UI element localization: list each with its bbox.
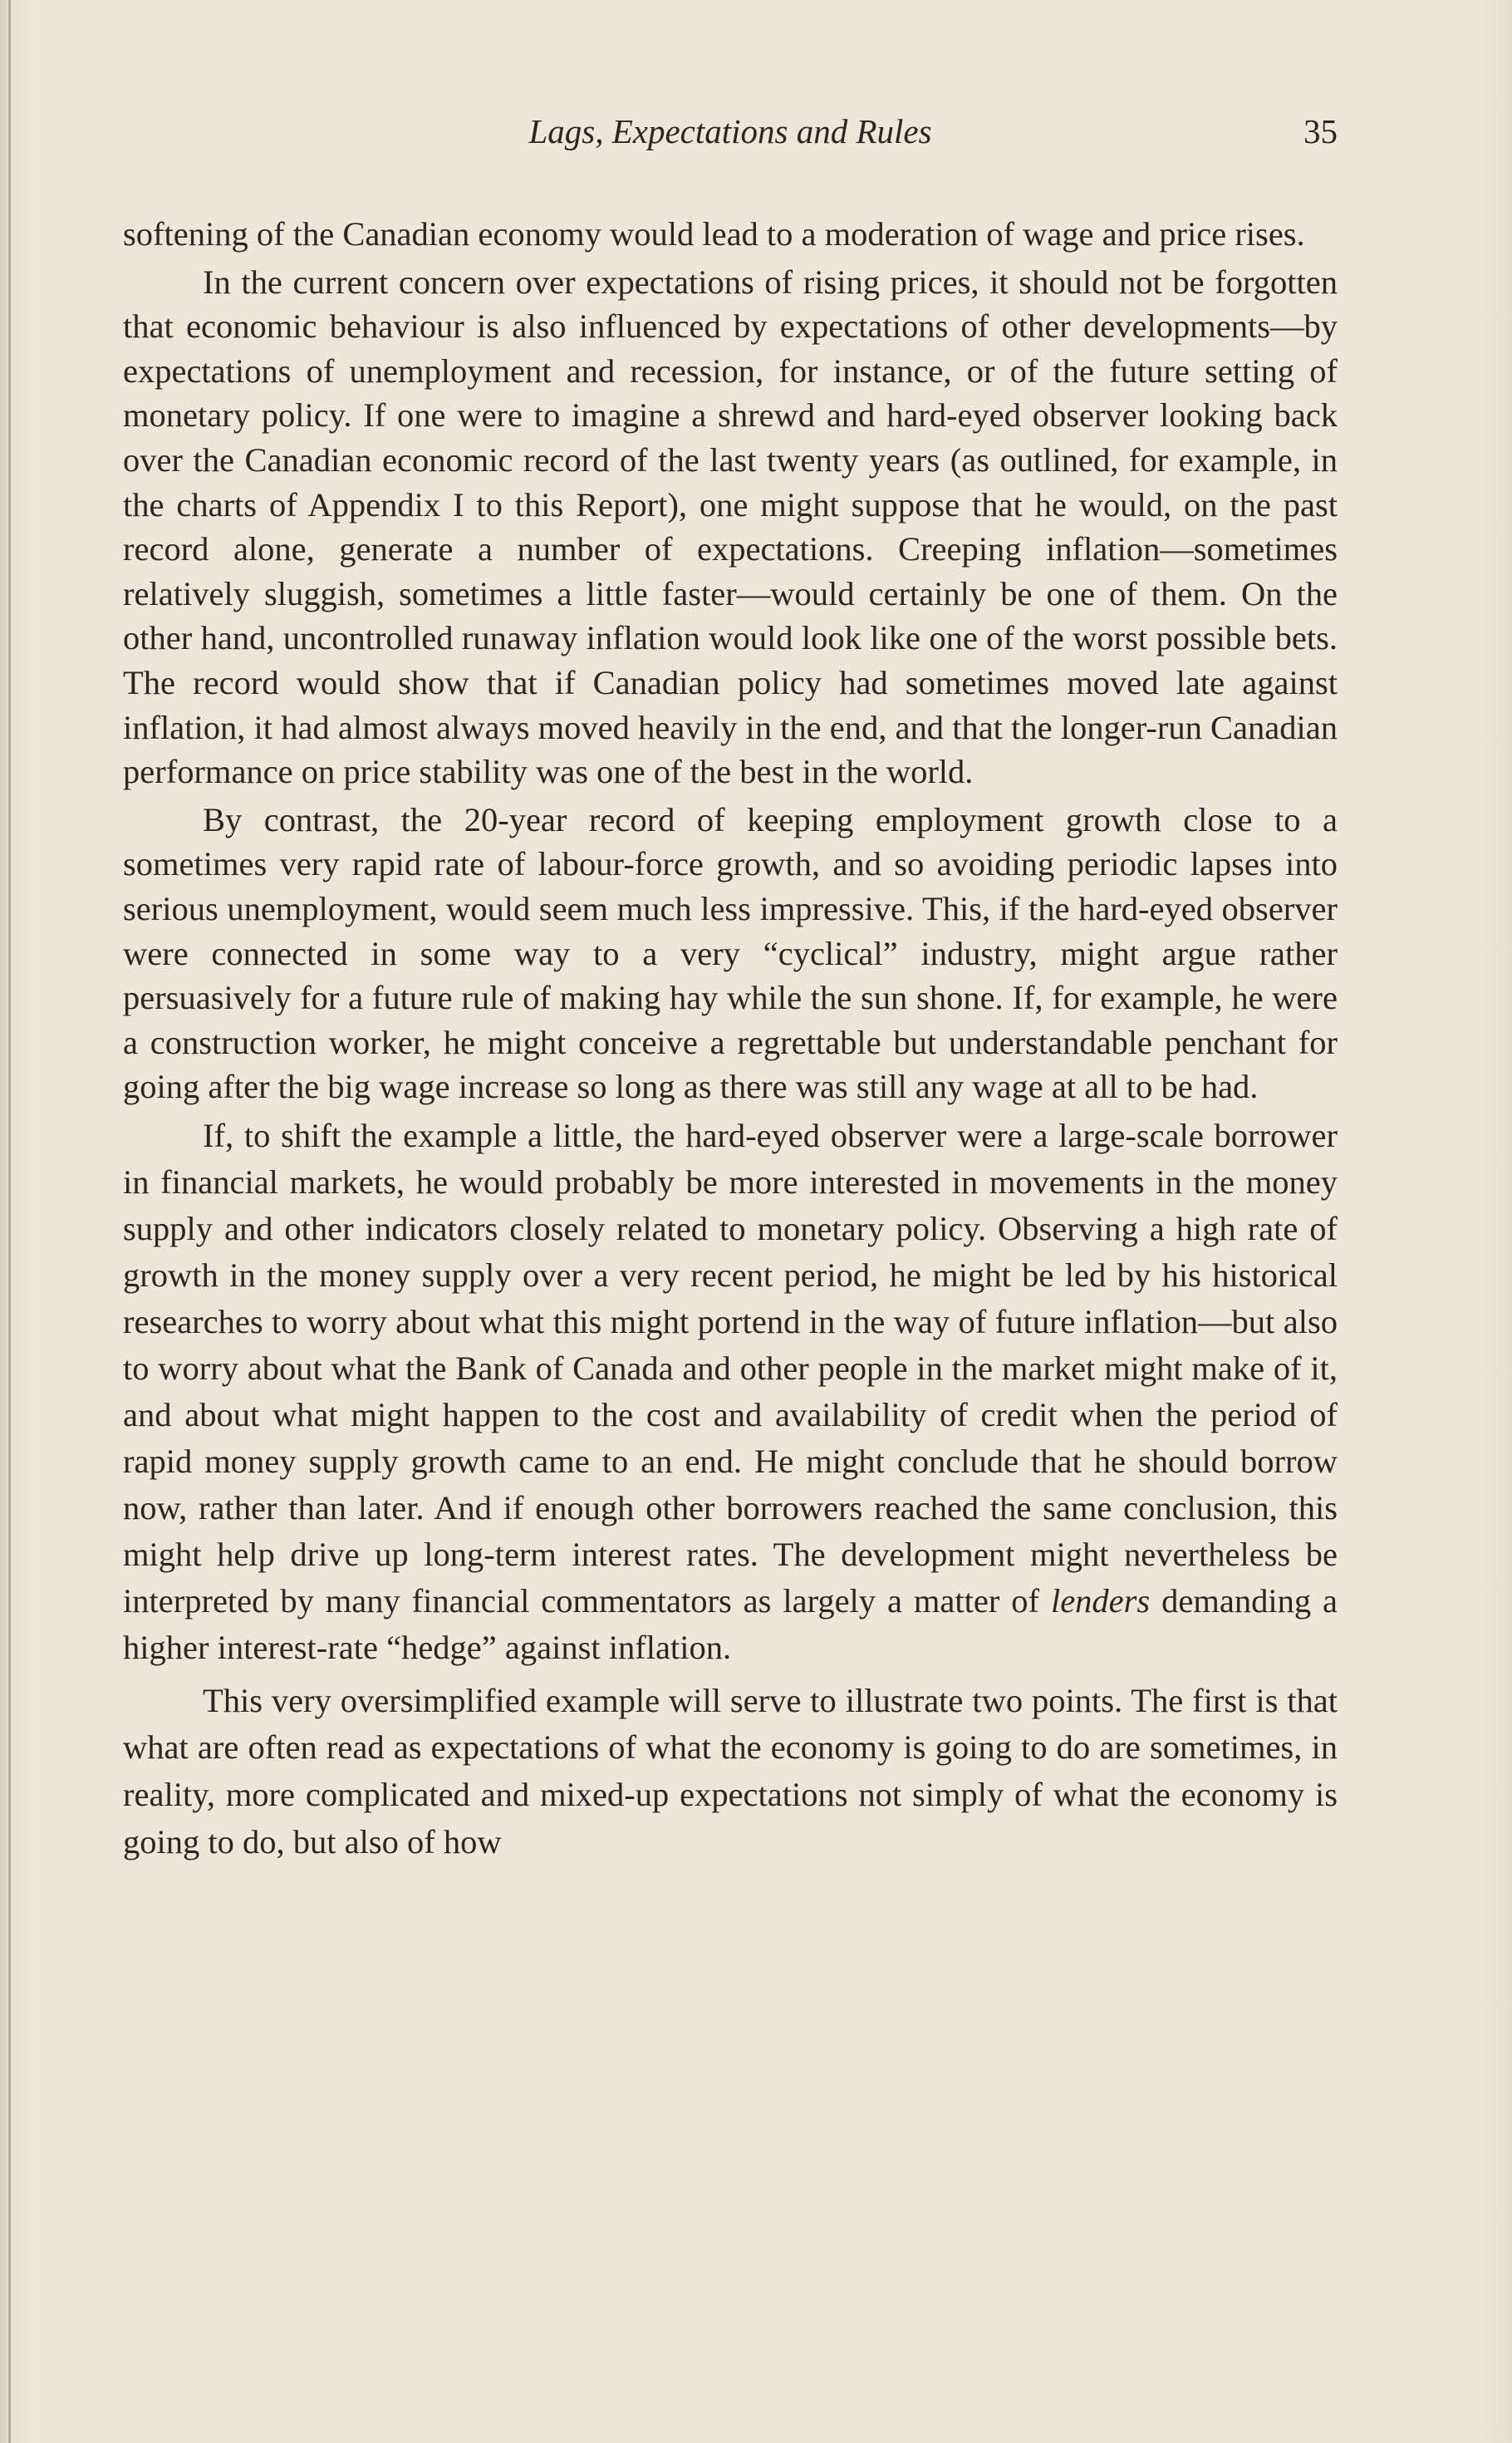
emphasized-word: lenders (1050, 1581, 1151, 1620)
paragraph-continued: softening of the Canadian economy would lead to a moderation of wage and price rises. (123, 215, 1305, 253)
paragraph-two-points: This very oversimplified example will serve to illustrate two points. The first is that what are often read as expectations of what the economy is going to do are sometimes, in reality, more complicated and mixed-up expectations not simply of what the economy is going to do, but also of how (123, 1681, 1338, 1861)
running-header (123, 106, 1338, 156)
paragraph-borrower-ending: demanding a higher interest-rate “hedge” against inflation. (123, 1581, 1338, 1666)
paragraph-borrower-text: If, to shift the example a little, the hard-eyed observer were a large-scale borrower in financial markets, he would probably be more interested in movements in the money supply and other indicators closely related to monetary policy. Observing a high rate of growth in the money supply over a very recent period, he might be led by his historical researches to worry about what this might portend in the way of future inflation—but also to worry about what the Bank of Canada and other people in the market might make of it, and about what might happen to the cost and availability of credit when the period of rapid money supply growth came to an end. He might conclude that he should borrow now, rather than later. And if enough other borrowers reached the same conclusion, this might help drive up long-term interest rates. The development might nevertheless be interpreted by many financial commentators as largely a matter of (123, 1116, 1338, 1620)
page-spine-edge (8, 0, 11, 2443)
paragraph-expectations: In the current concern over expectations of rising prices, it should not be forgotten that economic behaviour is also influenced by expectations of other developments—by expectations of unemployment and recession, for instance, or of the future setting of monetary policy. If one were to imagine a shrewd and hard-eyed observer looking back over the Canadian economic record of the last twenty years (as outlined, for example, in the charts of Appendix I to this Report), one might suppose that he would, on the past record alone, generate a number of expectations. Creeping inflation—sometimes relatively sluggish, sometimes a little faster—would certainly be one of them. On the other hand, uncontrolled runaway inflation would look like one of the worst possible bets. The record would show that if Canadian policy had sometimes moved late against inflation, it had almost always moved heavily in the end, and that the longer-run Canadian performance on price stability was one of the best in the world. (123, 263, 1338, 791)
running-title: Lags, Expectations and Rules (528, 112, 932, 150)
page-number: 35 (1303, 112, 1338, 150)
paragraph-employment-record: By contrast, the 20-year record of keeping employment growth close to a sometimes very rapid rate of labour-force growth, and so avoiding periodic lapses into serious unemployment, would seem much less impressive. This, if the hard-eyed observer were connected in some way to a very “cyclical” industry, might argue rather persuasively for a future rule of making hay while the sun shone. If, for example, he were a construction worker, he might conceive a regrettable but understandable penchant for going after the big wage increase so long as there was still any wage at all to be had. (123, 800, 1338, 1106)
body-text (123, 212, 1338, 1865)
paragraph-borrower-example (123, 1113, 1338, 1671)
